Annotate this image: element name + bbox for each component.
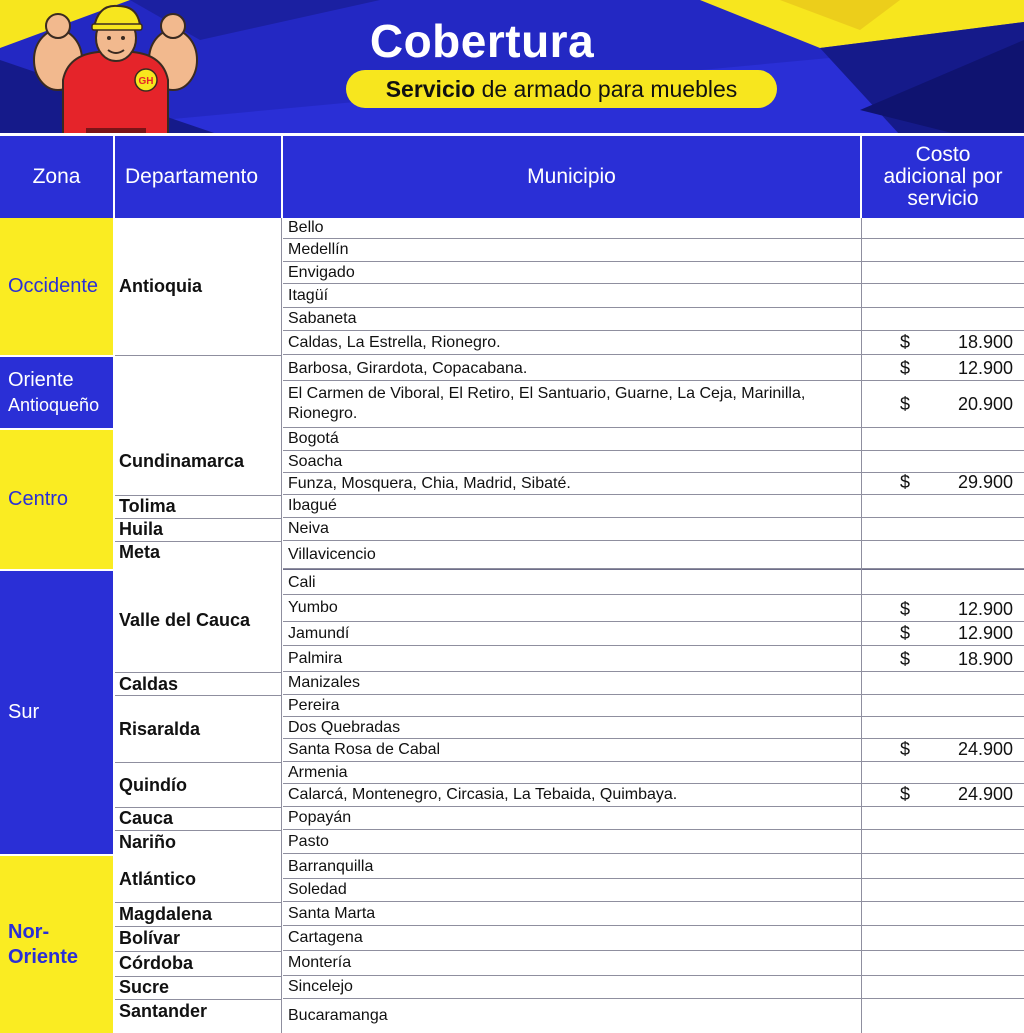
currency-symbol: $ [900,394,911,414]
zone-label: Occidente [8,275,99,297]
table-row [283,830,1024,854]
costo-cell [862,357,1024,380]
table-row [283,284,1024,308]
costo-header-line-2: adicional por [883,165,1003,188]
costo-value: 12.900 [957,358,1013,378]
table-row [283,518,1024,541]
costo-cell [862,762,1024,783]
municipio-cell: Barranquilla [288,858,374,875]
costo-cell [862,239,1024,261]
zone-divider [283,569,1024,570]
department-cundinamarca: Cundinamarca [119,451,245,471]
costo-cell [862,830,1024,853]
municipio-cell: Soacha [288,452,343,470]
municipio-cell: Santa Marta [288,904,376,922]
costo-header-line-1: Costo [915,143,971,166]
municipio-cell: Bogotá [288,430,339,447]
municipio-cell: Barbosa, Girardota, Copacabana. [288,359,528,377]
department-caldas: Caldas [119,674,179,694]
zone-label-line-2: Antioqueño [8,394,100,415]
costo-cell [862,381,1024,427]
municipio-cell: Itagüí [288,286,329,304]
zone-label: Nor- [8,920,50,943]
costo-cell [862,879,1024,901]
table-row [283,739,1024,762]
municipio-cell: Yumbo [288,599,338,616]
currency-symbol: $ [900,599,911,619]
costo-value: 18.900 [957,649,1013,669]
costo-cell [862,541,1024,568]
department-divider [115,976,281,977]
municipio-cell: Medellín [288,241,349,258]
zone-divider [0,854,113,856]
department-divider [115,902,281,903]
municipio-cell: Caldas, La Estrella, Rionegro. [288,333,501,351]
table-row [283,541,1024,569]
costo-cell [862,902,1024,925]
department-divider [115,541,281,542]
mascot-badge: GH [138,76,154,87]
municipio-cell: Ibagué [288,497,337,514]
zone-sur [0,571,113,854]
department-divider [115,762,281,763]
municipio-cell: Cali [288,573,316,591]
zone-divider [0,428,113,430]
municipio-cell: Jamundí [288,624,350,642]
costo-header-line-3: servicio [907,187,979,210]
table-row [283,622,1024,646]
currency-symbol: $ [900,472,911,492]
municipio-cell: Sincelejo [288,978,353,995]
table-row [283,856,1024,879]
municipio-cell: Funza, Mosquera, Chia, Madrid, Sibaté. [288,474,571,492]
municipio-cell: Villavicencio [288,545,376,563]
costo-cell [862,518,1024,540]
department-divider [115,695,281,696]
costo-cell [862,495,1024,517]
municipio-cell: Bello [288,219,324,236]
department-divider [115,999,281,1000]
department-antioquia: Antioquia [119,276,202,296]
zone-divider [0,569,113,571]
costo-value: 12.900 [957,599,1013,619]
municipio-cell: Pasto [288,832,329,850]
costo-cell [862,646,1024,671]
costo-cell [862,571,1024,594]
table-row [283,595,1024,622]
department-divider [115,830,281,831]
column-divider [281,218,282,1033]
subtitle-text: de armado para muebles [481,76,738,102]
costo-cell [862,308,1024,330]
department-meta: Meta [119,542,161,562]
municipio-cell: Manizales [288,674,361,691]
costo-cell [862,999,1024,1033]
municipio-cell: Palmira [288,649,343,667]
costo-cell [862,262,1024,283]
costo-cell [862,218,1024,238]
table-row [283,672,1024,695]
department-cordoba: Córdoba [119,953,193,973]
costo-value: 29.900 [957,472,1013,492]
costo-cell [862,331,1024,354]
department-divider [115,355,281,356]
costo-cell [862,807,1024,829]
costo-cell [862,951,1024,975]
costo-value: 20.900 [957,394,1013,414]
table-row [283,331,1024,355]
costo-cell [862,672,1024,694]
table-row [283,695,1024,717]
table-row [283,262,1024,284]
table-row [283,451,1024,473]
municipio-cell: Neiva [288,520,329,537]
table-row [283,784,1024,807]
zone-label-line-2: Oriente [8,945,79,968]
municipio-cell: Dos Quebradas [288,718,401,736]
table-row [283,428,1024,451]
costo-value: 24.900 [957,739,1013,759]
costo-cell [862,595,1024,621]
department-sucre: Sucre [119,977,170,997]
page-subtitle [346,70,777,108]
column-divider [114,218,115,1033]
costo-cell [862,784,1024,806]
table-row [283,646,1024,672]
currency-symbol: $ [900,332,911,352]
costo-value: 24.900 [957,784,1013,804]
column-header-costo [862,136,1024,218]
department-valle-del-cauca: Valle del Cauca [119,609,251,630]
municipio-cell: Popayán [288,809,352,826]
table-row [283,762,1024,784]
department-divider [115,951,281,952]
municipio-cell: Cartagena [288,929,363,946]
costo-cell [862,856,1024,878]
table-row [283,717,1024,739]
department-tolima: Tolima [119,496,176,516]
municipio-cell: Santa Rosa de Cabal [288,741,441,758]
department-divider [115,926,281,927]
department-huila: Huila [119,519,164,539]
currency-symbol: $ [900,739,911,759]
page-title: Cobertura [369,15,595,67]
municipio-cell: Pereira [288,696,340,714]
zone-label: Centro [8,488,69,510]
costo-value: 18.900 [957,332,1013,352]
header-divider [0,133,1024,135]
costo-cell [862,739,1024,761]
department-santander: Santander [119,1000,208,1021]
department-divider [115,672,281,673]
municipio-cell: Montería [288,954,352,971]
department-narino: Nariño [119,831,177,852]
table-row [283,239,1024,262]
costo-cell [862,717,1024,738]
table-row [283,999,1024,1033]
column-header-zona: Zona [0,136,113,218]
table-row [283,218,1024,239]
costo-cell [862,695,1024,716]
costo-cell [862,451,1024,472]
municipio-cell: Sabaneta [288,310,357,327]
column-header-departamento: Departamento [115,136,281,218]
table-row [283,926,1024,951]
header-column-divider [860,136,862,218]
department-divider [115,518,281,519]
municipio-cell: Calarcá, Montenegro, Circasia, La Tebaida, Quimbaya. [288,786,678,803]
municipio-cell: Envigado [288,263,355,281]
table-row [283,308,1024,331]
column-header-municipio: Municipio [283,136,860,218]
municipio-cell: Soledad [288,881,347,898]
department-atlantico: Atlántico [119,868,197,889]
department-divider [115,807,281,808]
municipio-cell: Bucaramanga [288,1007,388,1024]
costo-cell [862,622,1024,645]
zone-divider [0,355,113,357]
table-row [283,571,1024,595]
department-magdalena: Magdalena [119,903,213,924]
zone-label: Sur [8,701,40,723]
department-bolivar: Bolívar [119,928,181,948]
subtitle-bold: Servicio [385,76,476,102]
currency-symbol: $ [900,784,911,804]
currency-symbol: $ [900,358,911,378]
costo-cell [862,473,1024,494]
table-row [283,381,1024,428]
header-column-divider [113,136,115,218]
municipio-cell: Armenia [288,763,348,781]
page-header [0,0,1024,135]
table-row [283,495,1024,518]
column-divider [861,218,862,1033]
table-row [283,807,1024,830]
costo-cell [862,926,1024,950]
table-row [283,976,1024,999]
municipio-cell: El Carmen de Viboral, El Retiro, El Santuario, Guarne, La Ceja, Marinilla, Rionegro. [288,385,806,422]
costo-value: 12.900 [957,623,1013,643]
zone-centro [0,430,113,569]
table-row [283,357,1024,381]
zone-oriente-antioqueno [0,357,113,428]
table-row [283,879,1024,902]
zone-occidente [0,218,113,355]
currency-symbol: $ [900,623,911,643]
costo-cell [862,284,1024,307]
currency-symbol: $ [900,649,911,669]
department-risaralda: Risaralda [119,718,201,739]
costo-cell [862,976,1024,998]
department-cauca: Cauca [119,808,174,828]
table-row [283,951,1024,976]
department-divider [115,495,281,496]
header-column-divider [281,136,283,218]
zone-nor-oriente [0,856,113,1033]
table-row [283,473,1024,495]
department-quindio: Quindío [119,774,187,795]
zone-label: Oriente [8,368,74,391]
costo-cell [862,428,1024,450]
table-row [283,902,1024,926]
